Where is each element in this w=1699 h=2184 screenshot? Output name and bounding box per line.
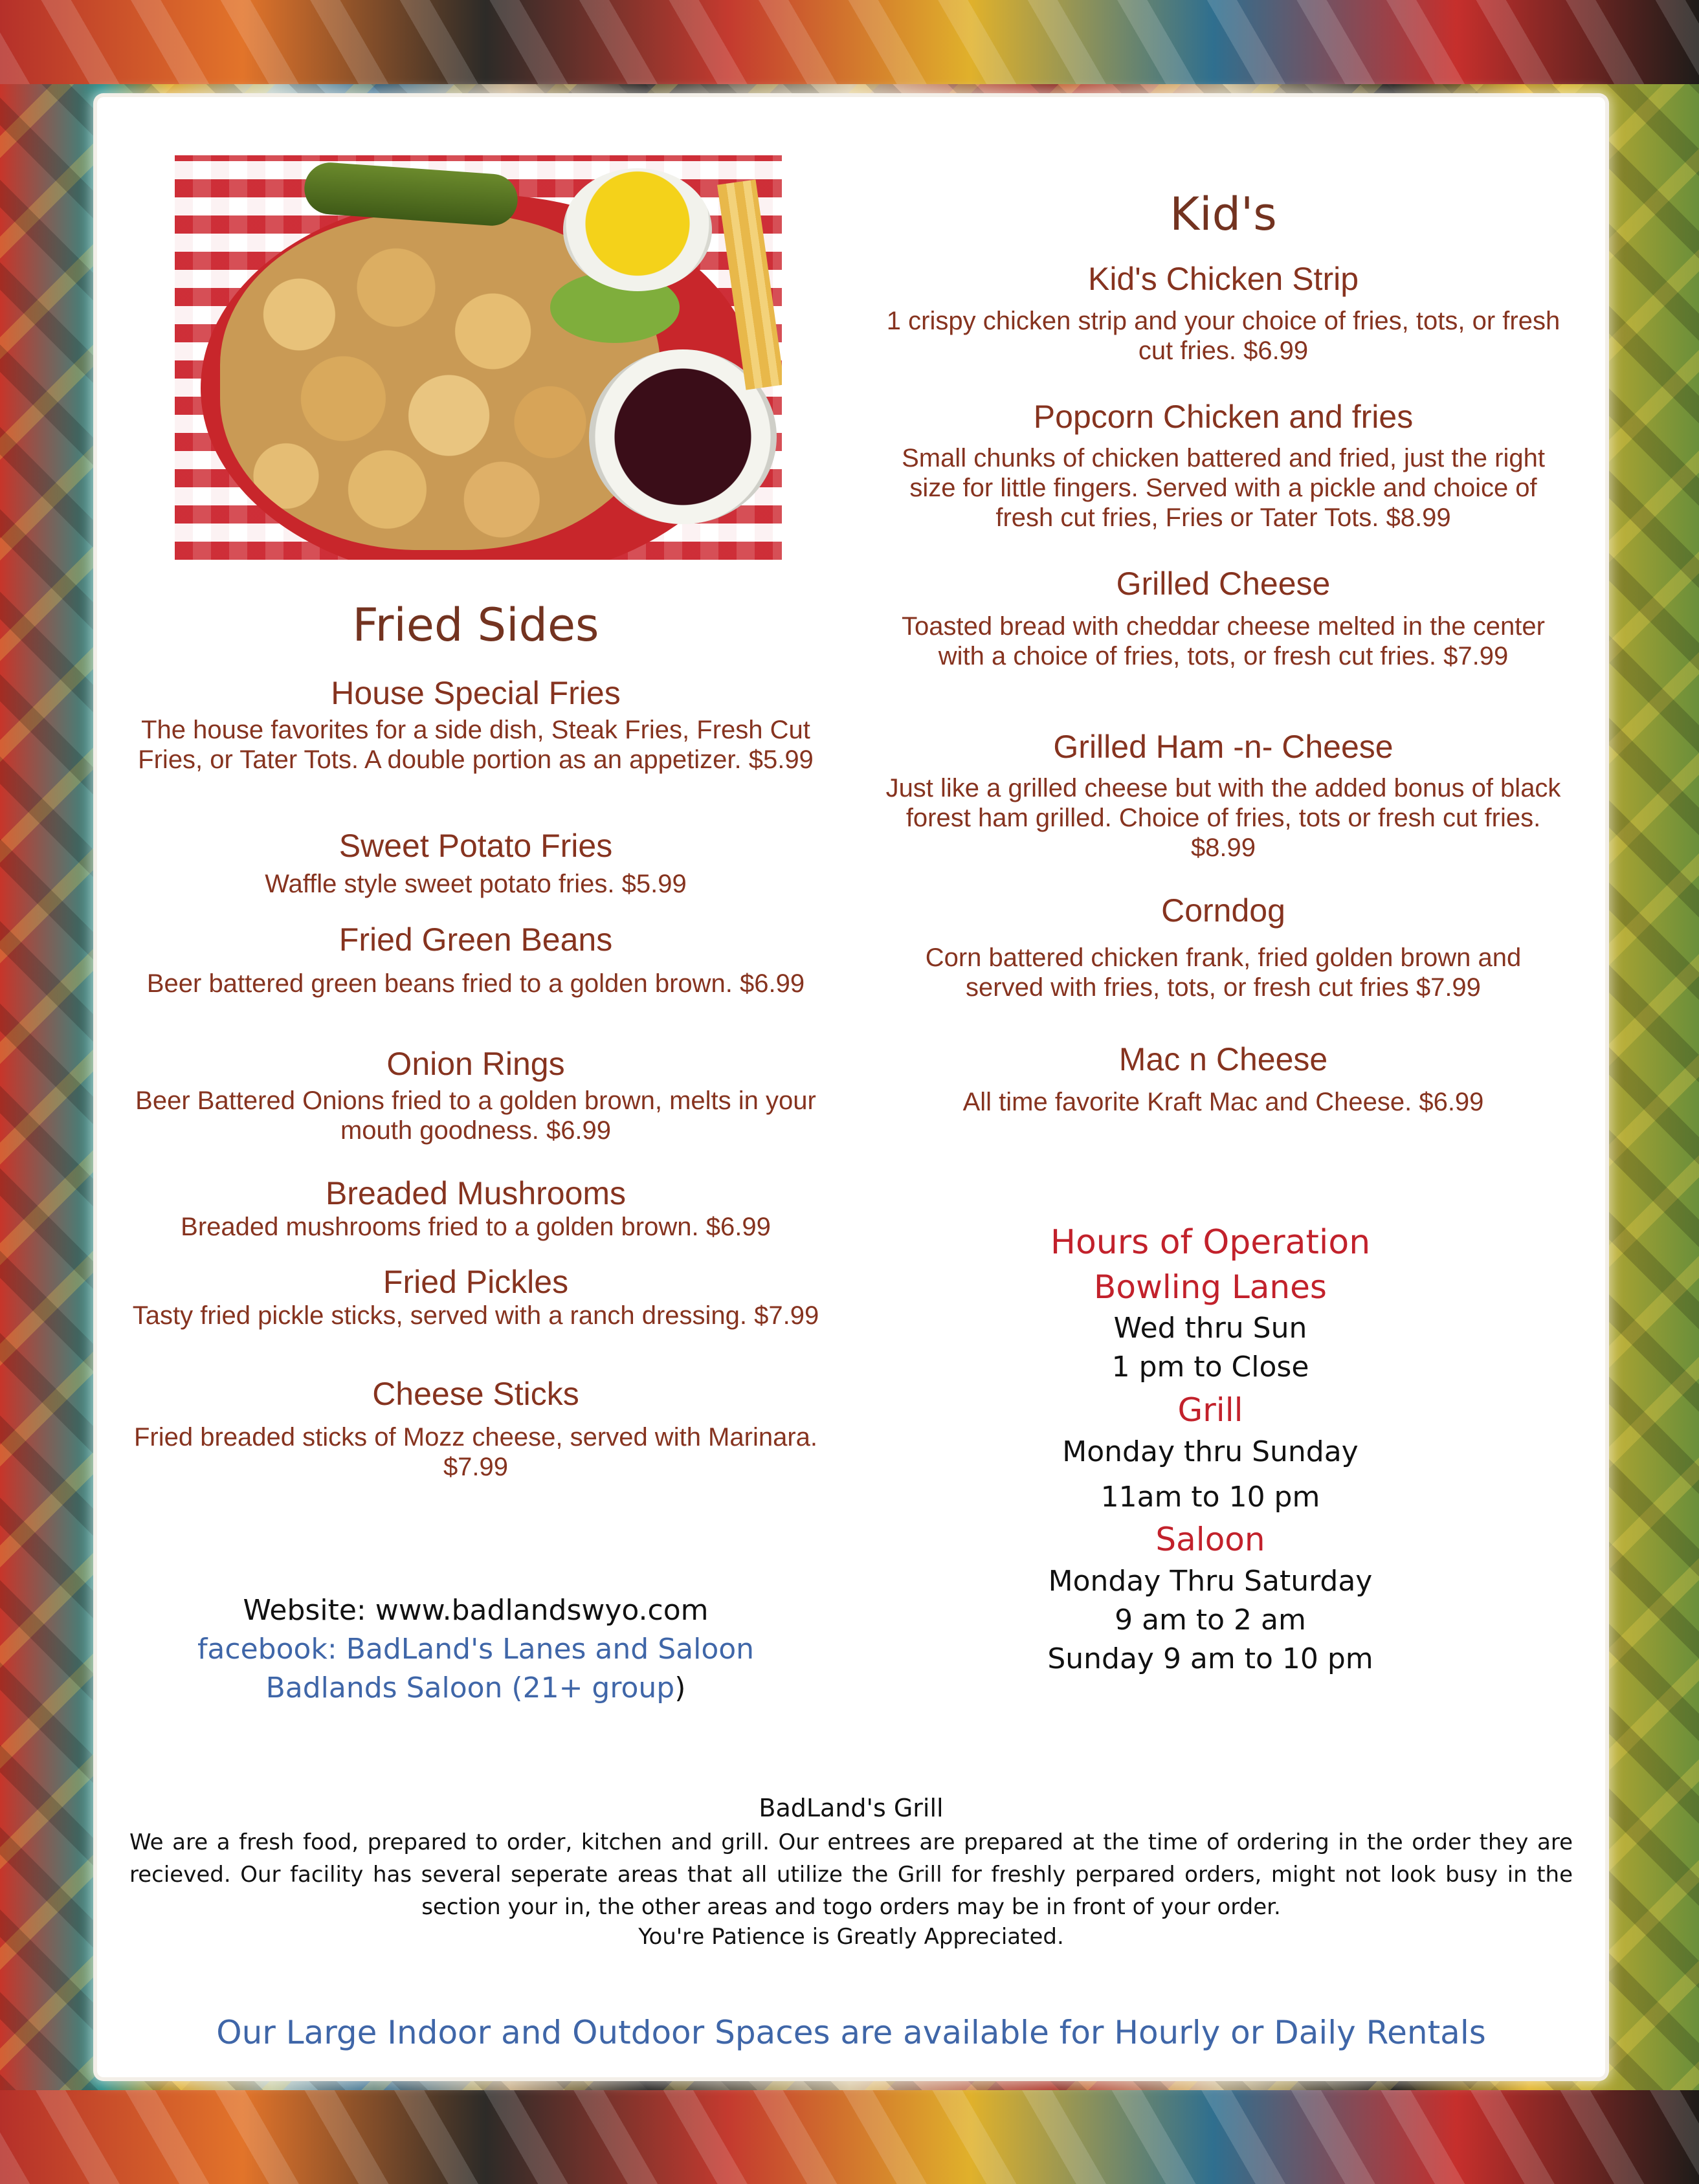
menu-item-name: Grilled Cheese [1116,566,1331,602]
menu-item-description: Just like a grilled cheese but with the added bonus of black forest ham grilled. Choice of fries, tots or fresh cut fries. $8.99 [885,774,1561,862]
menu-item-name: House Special Fries [331,675,621,711]
photo-pickle [303,161,520,228]
photo-honey-mustard-cup [563,168,712,291]
menu-item-name: Grilled Ham -n- Cheese [1053,729,1394,765]
saloon-group-link[interactable]: Badlands Saloon (21+ group [265,1671,675,1704]
grill-days: Monday thru Sunday [1062,1435,1359,1468]
menu-item-description: All time favorite Kraft Mac and Cheese. $6.99 [962,1088,1484,1116]
website-text: Website: www.badlandswyo.com [243,1594,709,1627]
grill-heading: Grill [1177,1391,1243,1429]
bowling-time: 1 pm to Close [1111,1351,1309,1384]
menu-item-name: Fried Pickles [383,1264,569,1300]
blanket-pattern-top [0,0,1699,84]
saloon-time: 9 am to 2 am [1115,1604,1306,1637]
facebook-link[interactable]: facebook: BadLand's Lanes and Saloon [197,1633,755,1666]
grill-note-title: BadLand's Grill [759,1794,944,1822]
menu-item-description: Breaded mushrooms fried to a golden brown. $6.99 [181,1213,771,1241]
menu-item-description: Beer Battered Onions fried to a golden brown, melts in your mouth goodness. $6.99 [135,1086,816,1145]
menu-item-name: Breaded Mushrooms [325,1175,627,1211]
menu-item-description: 1 crispy chicken strip and your choice of fries, tots, or fresh cut fries. $6.99 [886,307,1560,365]
closing-paren: ) [674,1671,686,1704]
saloon-days: Monday Thru Saturday [1048,1565,1373,1598]
fried-sides-title: Fried Sides [352,599,599,652]
grill-time: 11am to 10 pm [1100,1481,1320,1514]
menu-item-description: Tasty fried pickle sticks, served with a ranch dressing. $7.99 [132,1301,819,1330]
menu-item-description: Corn battered chicken frank, fried golden brown and served with fries, tots, or fresh cut fries $7.99 [925,943,1522,1002]
hours-title: Hours of Operation [1050,1223,1371,1262]
menu-item-description: Toasted bread with cheddar cheese melted in the center with a choice of fries, tots, or fresh cut fries. $7.99 [902,612,1545,670]
menu-item-description: Beer battered green beans fried to a golden brown. $6.99 [146,969,805,998]
menu-item-description: Waffle style sweet potato fries. $5.99 [265,870,687,898]
kids-title: Kid's [1170,188,1277,241]
menu-item-name: Fried Green Beans [339,921,613,958]
menu-item-name: Corndog [1161,892,1285,929]
blanket-pattern-bottom [0,2090,1699,2184]
menu-item-name: Kid's Chicken Strip [1087,261,1359,297]
bowling-lanes-heading: Bowling Lanes [1094,1268,1327,1306]
popcorn-chicken-photo [175,155,782,560]
grill-note-body: We are a fresh food, prepared to order, kitchen and grill. Our entrees are prepared at the time of ordering in the order they are recieved. Our facility has several seperate areas that all utilize the Grill for freshly perpared orders, might not look busy in the section your in, the other areas and togo orders may be in front of your order. [129,1829,1573,1920]
saloon-heading: Saloon [1155,1521,1265,1558]
rentals-banner: Our Large Indoor and Outdoor Spaces are available for Hourly or Daily Rentals [216,2014,1486,2051]
menu-item-description: Small chunks of chicken battered and fried, just the right size for little fingers. Served with a pickle and choice of fresh cut fries, Fries or Tater Tots. $8.99 [902,444,1545,532]
menu-item-description: The house favorites for a side dish, Steak Fries, Fresh Cut Fries, or Tater Tots. A double portion as an appetizer. $5.99 [138,716,814,774]
menu-item-description: Fried breaded sticks of Mozz cheese, served with Marinara. $7.99 [134,1423,817,1481]
bowling-days: Wed thru Sun [1113,1312,1307,1345]
saloon-sunday-hours: Sunday 9 am to 10 pm [1047,1642,1373,1675]
grill-note-thanks: You're Patience is Greatly Appreciated. [638,1924,1064,1950]
menu-item-name: Sweet Potato Fries [339,828,613,864]
menu-item-name: Popcorn Chicken and fries [1033,399,1414,435]
menu-item-name: Mac n Cheese [1118,1041,1328,1077]
saloon-group-line [129,1671,822,1704]
menu-item-name: Onion Rings [386,1046,565,1082]
menu-item-name: Cheese Sticks [372,1376,579,1412]
